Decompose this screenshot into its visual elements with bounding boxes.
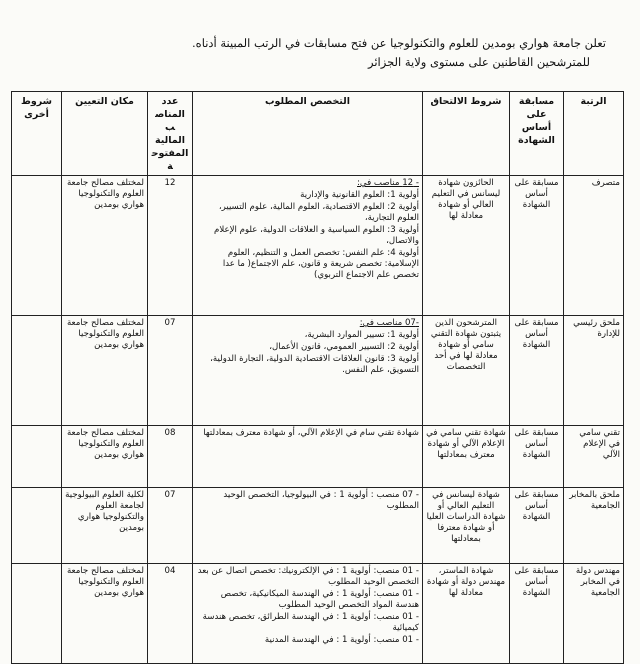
spec-line: - 01 منصب: أولوية 1 : في الهندسة الطرائق، تخصص هندسة كيميائية <box>202 612 419 633</box>
specialty-cell <box>193 564 423 664</box>
conditions-cell: شهادة الماستر، مهندس دولة أو شهادة معادلة لها <box>423 564 510 664</box>
rank-cell: متصرف <box>564 176 624 316</box>
conditions-cell: شهادة ليسانس في التعليم العالي أو شهادة الدراسات العليا أو شهادة معترفا بمعادلتها <box>423 488 510 564</box>
specialty-cell <box>193 316 423 426</box>
table-row <box>12 176 624 316</box>
positions-cell: 12 <box>148 176 193 316</box>
header-contest: مسابقة على أساس الشهادة <box>510 92 564 176</box>
other-cell <box>12 316 62 426</box>
other-cell <box>12 426 62 488</box>
place-cell: لمختلف مصالح جامعة العلوم والتكنولوجيا هواري بومدين <box>62 426 148 488</box>
announcement-intro <box>46 34 606 72</box>
spec-line: أولوية 2: العلوم الاقتصادية، العلوم المالية، علوم التسيير، العلوم التجارية، <box>218 202 419 223</box>
spec-line: - 12 مناصب في: <box>357 178 419 188</box>
spec-line: أولوية 3: قانون العلاقات الاقتصادية الدولية، التجارة الدولية، التسويق، علم النفس. <box>210 354 419 375</box>
spec-line: أولوية 3: العلوم السياسية و العلاقات الدولية، علوم الإعلام والاتصال، <box>214 225 419 246</box>
rank-cell: تقني سامي في الإعلام الآلي <box>564 426 624 488</box>
header-specialty: التخصص المطلوب <box>193 92 423 176</box>
other-cell <box>12 176 62 316</box>
contest-cell: مسابقة على أساس الشهادة <box>510 176 564 316</box>
conditions-cell: المترشحون الذين يثبتون شهادة التقني سامي أو شهادة معادلة لها في أحد التخصصات <box>423 316 510 426</box>
contest-cell: مسابقة على أساس الشهادة <box>510 316 564 426</box>
positions-cell: 07 <box>148 488 193 564</box>
positions-table <box>11 91 624 664</box>
contest-cell: مسابقة على أساس الشهادة <box>510 564 564 664</box>
conditions-cell: شهادة تقني سامي في الإعلام الآلي أو شهادة معترف بمعادلتها <box>423 426 510 488</box>
spec-line: أولوية 1: العلوم القانونية والإدارية <box>300 190 419 200</box>
spec-line: - 01 منصب: أولوية 1 : في الهندسة المدنية <box>264 635 419 645</box>
table-row <box>12 316 624 426</box>
positions-cell: 07 <box>148 316 193 426</box>
table-row <box>12 564 624 664</box>
spec-line: شهادة تقني سام في الإعلام الآلي، أو شهادة معترف بمعادلتها <box>203 428 419 438</box>
place-cell: لمختلف مصالح جامعة العلوم والتكنولوجيا هواري بومدين <box>62 176 148 316</box>
spec-line: - 01 منصب: أولوية 1 : في الهندسة الميكانيكية، تخصص هندسة المواد التخصص الوحيد المطلوب <box>220 589 419 610</box>
table-row <box>12 426 624 488</box>
specialty-cell <box>193 488 423 564</box>
table-row <box>12 488 624 564</box>
contest-cell: مسابقة على أساس الشهادة <box>510 426 564 488</box>
intro-line-2: للمترشحين القاطنين على مستوى ولاية الجزائر <box>368 55 590 69</box>
place-cell: لمختلف مصالح جامعة العلوم والتكنولوجيا هواري بومدين <box>62 316 148 426</box>
rank-cell: ملحق رئيسي للإدارة <box>564 316 624 426</box>
spec-line: - 01 منصب: أولوية 1 : في الإلكترونيك: تخصص اتصال عن بعد التخصص الوحيد المطلوب <box>197 566 419 587</box>
header-conditions: شروط الالتحاق <box>423 92 510 176</box>
positions-cell: 04 <box>148 564 193 664</box>
intro-line-1: تعلن جامعة هواري بومدين للعلوم والتكنولوجيا عن فتح مسابقات في الرتب المبينة أدناه. <box>192 36 606 50</box>
rank-cell: ملحق بالمخابر الجامعية <box>564 488 624 564</box>
spec-line: أولوية 1: تسيير الموارد البشرية، <box>304 330 419 340</box>
other-cell <box>12 564 62 664</box>
spec-line: أولوية 2: التسيير العمومي، قانون الأعمال، <box>269 342 419 352</box>
spec-line: -07 مناصب في: <box>359 318 419 328</box>
header-other: شروط أخرى <box>12 92 62 176</box>
place-cell: لكلية العلوم البيولوجية لجامعة العلوم والتكنولوجيا هواري بومدين <box>62 488 148 564</box>
rank-cell: مهندس دولة في المخابر الجامعية <box>564 564 624 664</box>
specialty-cell <box>193 176 423 316</box>
table-header-row <box>12 92 624 176</box>
header-place: مكان التعيين <box>62 92 148 176</box>
place-cell: لمختلف مصالح جامعة العلوم والتكنولوجيا هواري بومدين <box>62 564 148 664</box>
other-cell <box>12 488 62 564</box>
header-positions: عدد المناصب المالية المفتوحة <box>148 92 193 176</box>
spec-line: أولوية 4: علم النفس: تخصص العمل و التنظيم، العلوم الإسلامية: تخصص شريعة و قانون، علم الاجتماع( ما عدا تخصص علم الاجتماع التربوي) <box>222 248 419 280</box>
spec-line: - 07 منصب : أولوية 1 : في البيولوجيا، التخصص الوحيد المطلوب <box>223 490 419 511</box>
positions-cell: 08 <box>148 426 193 488</box>
conditions-cell: الحائزون شهادة ليسانس في التعليم العالي أو شهادة معادلة لها <box>423 176 510 316</box>
contest-cell: مسابقة على أساس الشهادة <box>510 488 564 564</box>
header-rank: الرتبة <box>564 92 624 176</box>
specialty-cell <box>193 426 423 488</box>
